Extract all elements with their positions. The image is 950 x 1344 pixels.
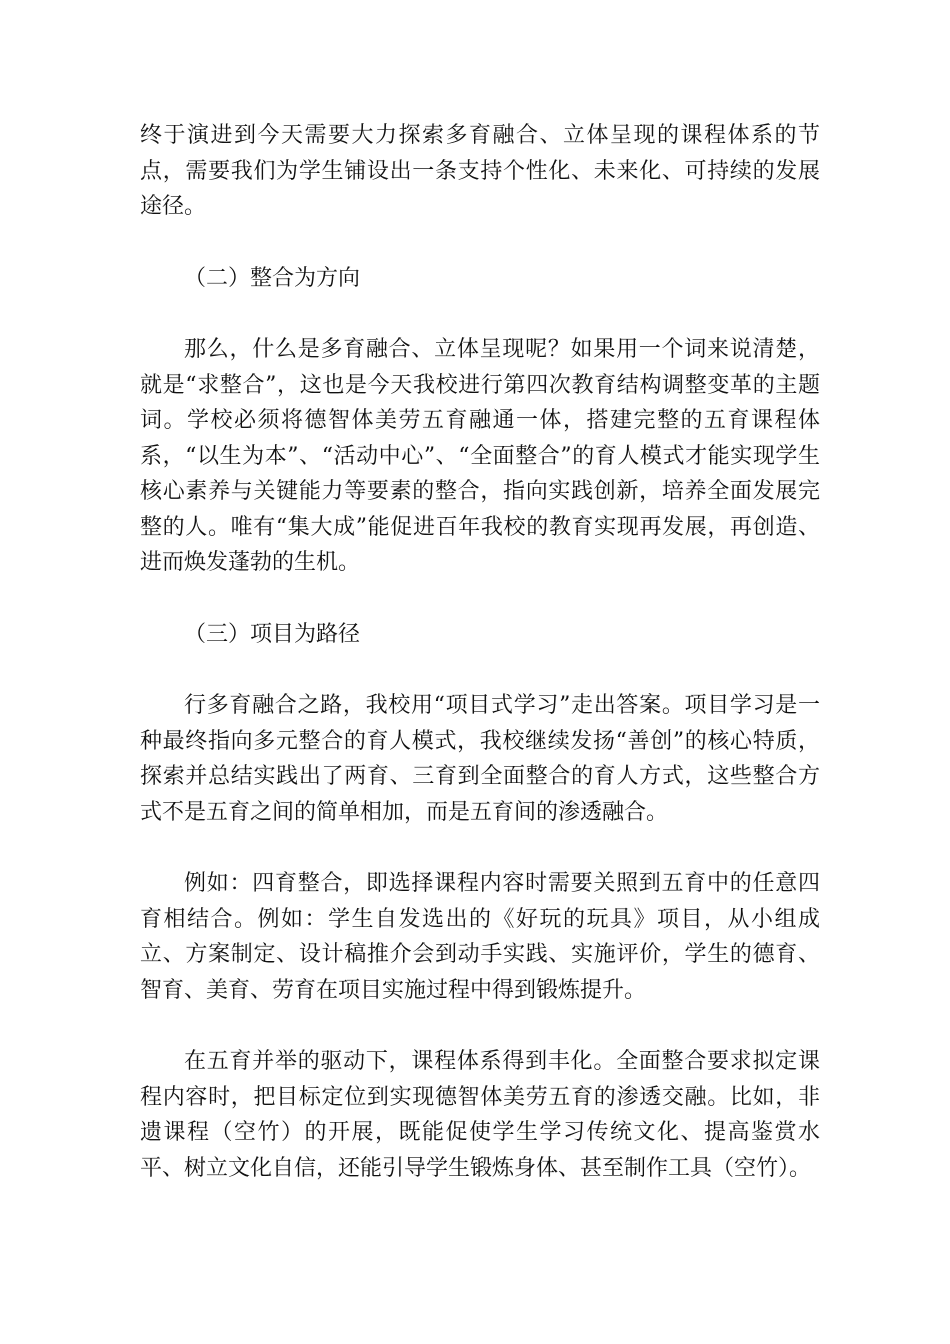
paragraph-example: 例如：四育整合，即选择课程内容时需要关照到五育中的任意四育相结合。例如：学生自发选出的《好玩的玩具》项目，从小组成立、方案制定、设计稿推介会到动手实践、实施评价，学生的德育、智育、美育、劳育在项目实施过程中得到锻炼提升。 xyxy=(140,871,820,1003)
section-heading-3: （三）项目为路径 xyxy=(184,621,361,647)
paragraph-curriculum: 在五育并举的驱动下，课程体系得到丰化。全面整合要求拟定课程内容时，把目标定位到实现德智体美劳五育的渗透交融。比如，非遗课程（空竹）的开展，既能促使学生学习传统文化、提高鉴赏水平、树立文化自信，还能引导学生锻炼身体、甚至制作工具（空竹）。 xyxy=(140,1049,820,1181)
paragraph-project-learning: 行多育融合之路，我校用“项目式学习”走出答案。项目学习是一种最终指向多元整合的育人模式，我校继续发扬“善创”的核心特质，探索并总结实践出了两育、三育到全面整合的育人方式，这些整合方式不是五育之间的简单相加，而是五育间的渗透融合。 xyxy=(140,693,820,825)
document-page xyxy=(140,118,820,1186)
paragraph-integration: 那么，什么是多育融合、立体呈现呢？如果用一个词来说清楚，就是“求整合”，这也是今天我校进行第四次教育结构调整变革的主题词。学校必须将德智体美劳五育融通一体，搭建完整的五育课程体系，“以生为本”、“活动中心”、“全面整合”的育人模式才能实现学生核心素养与关键能力等要素的整合，指向实践创新，培养全面发展完整的人。唯有“集大成”能促进百年我校的教育实现再发展，再创造、进而焕发蓬勃的生机。 xyxy=(140,337,820,575)
section-heading-2: （二）整合为方向 xyxy=(184,265,361,291)
paragraph-continuation: 终于演进到今天需要大力探索多育融合、立体呈现的课程体系的节点，需要我们为学生铺设出一条支持个性化、未来化、可持续的发展途径。 xyxy=(140,123,820,219)
